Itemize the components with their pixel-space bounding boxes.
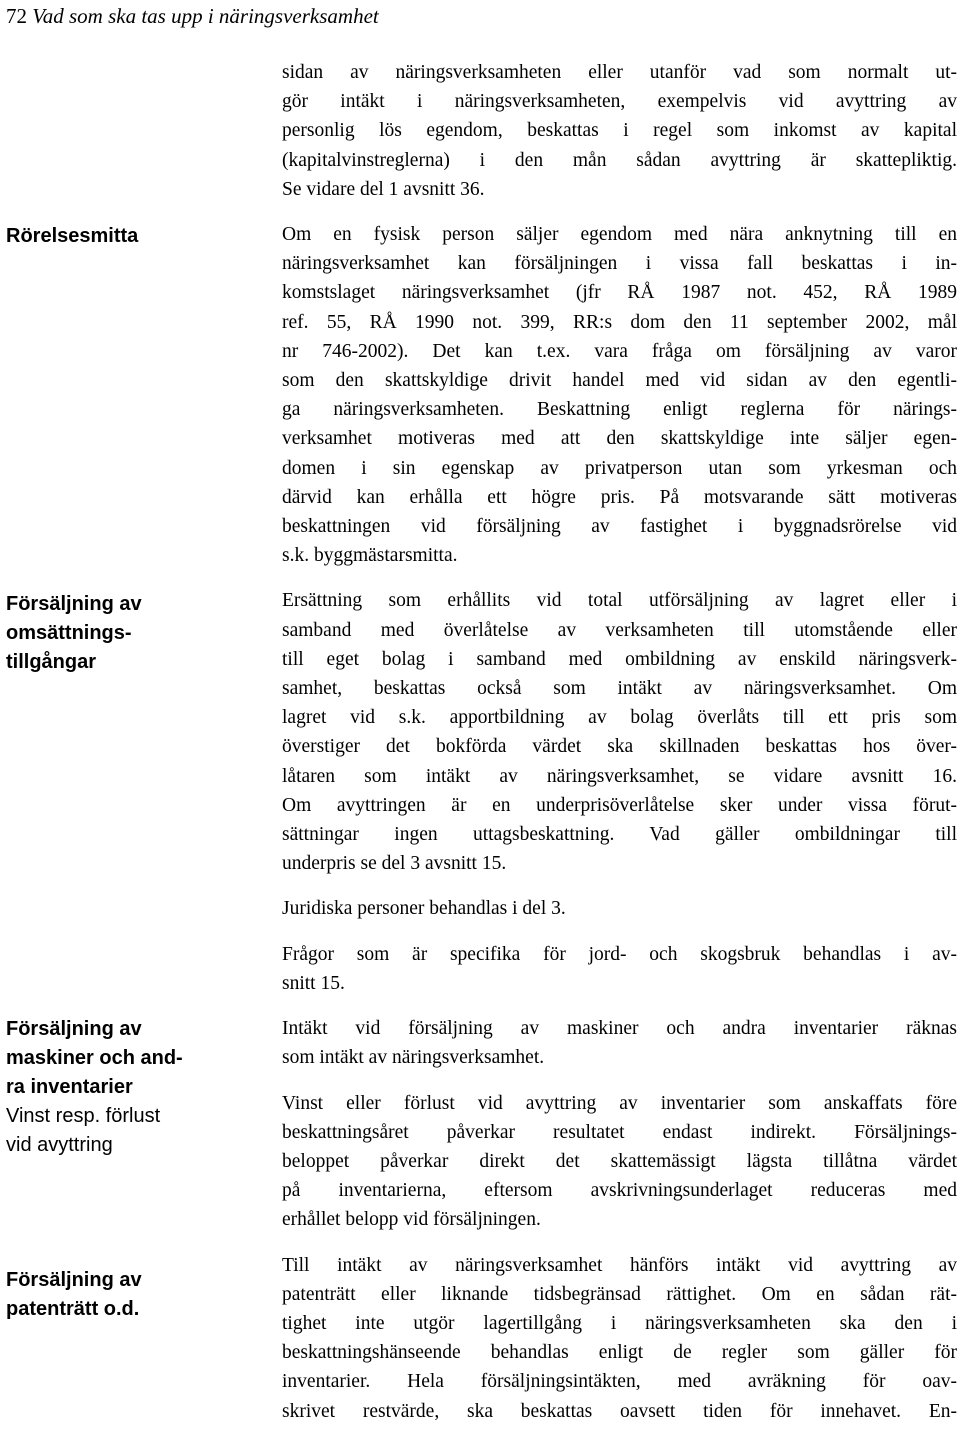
text-line: domen i sin egenskap av privatperson utan som yrkesman och <box>282 457 957 479</box>
text-line: låtaren som intäkt av näringsverksamhet, se vidare avsnitt 16. <box>282 765 957 787</box>
margin-note-line: omsättnings- <box>6 622 132 644</box>
text-line: beskattningen vid försäljning av fastighet i byggnadsrörelse vid <box>282 516 957 538</box>
text-line: samband med överlåtelse av verksamheten till utomstående eller <box>282 619 957 641</box>
text-line: därvid kan erhålla ett högre pris. På motsvarande sätt motiveras <box>282 486 957 508</box>
text-line: samhet, beskattas också som intäkt av näringsverksamhet. Om <box>282 678 957 700</box>
page-number: 72 <box>6 4 27 28</box>
margin-note-line: Försäljning av <box>6 1018 142 1040</box>
text-line: gör intäkt i näringsverksamheten, exempelvis vid avyttring av <box>282 91 957 113</box>
paragraph <box>282 940 957 998</box>
paragraph <box>282 58 957 204</box>
running-title: Vad som ska tas upp i näringsverksamhet <box>32 4 379 28</box>
text-line: skrivet restvärde, ska beskattas oavsett tiden för innehavet. En- <box>282 1400 957 1422</box>
margin-note-inventarier <box>6 1015 236 1160</box>
text-line: sättningar ingen uttagsbeskattning. Vad gäller ombildningar till <box>282 824 957 846</box>
text-line: Om avyttringen är en underprisöverlåtelse sker under vissa förut- <box>282 794 957 816</box>
text-line: Juridiska personer behandlas i del 3. <box>282 898 566 920</box>
margin-note-line: Vinst resp. förlust <box>6 1105 161 1127</box>
margin-note-omsattningstillgangar <box>6 590 236 677</box>
paragraph <box>282 894 957 923</box>
text-line: överstiger det bokförda värdet ska skillnaden beskattas hos över- <box>282 736 957 758</box>
body-text <box>282 58 957 1426</box>
paragraph <box>282 220 957 570</box>
text-line: komstslaget näringsverksamhet (jfr RÅ 1987 not. 452, RÅ 1989 <box>282 282 957 304</box>
text-line: Se vidare del 1 avsnitt 36. <box>282 178 485 200</box>
text-line: till eget bolag i samband med ombildning av enskild näringsverk- <box>282 648 957 670</box>
margin-note-patentratt <box>6 1266 236 1324</box>
paragraph <box>282 1014 957 1072</box>
paragraph <box>282 586 957 878</box>
text-line: Vinst eller förlust vid avyttring av inventarier som anskaffats före <box>282 1092 957 1114</box>
margin-note-line: Försäljning av <box>6 1269 142 1291</box>
text-line: nr 746-2002). Det kan t.ex. vara fråga om försäljning av varor <box>282 340 957 362</box>
text-line: erhållet belopp vid försäljningen. <box>282 1209 541 1231</box>
text-line: ga näringsverksamheten. Beskattning enligt reglerna för närings- <box>282 399 957 421</box>
margin-note-line: tillgångar <box>6 651 97 673</box>
text-line: ref. 55, RÅ 1990 not. 399, RR:s dom den 11 september 2002, mål <box>282 311 957 333</box>
margin-note-line: vid avyttring <box>6 1134 113 1156</box>
text-line: underpris se del 3 avsnitt 15. <box>282 853 507 875</box>
margin-note-line: Försäljning av <box>6 593 142 615</box>
text-line: lagret vid s.k. apportbildning av bolag överlåts till ett pris som <box>282 707 957 729</box>
text-line: Frågor som är specifika för jord- och skogsbruk behandlas i av- <box>282 943 957 965</box>
paragraph <box>282 1251 957 1426</box>
text-line: s.k. byggmästarsmitta. <box>282 545 458 567</box>
margin-note-line: ra inventarier <box>6 1076 133 1098</box>
text-line: personlig lös egendom, beskattas i regel som inkomst av kapital <box>282 120 957 142</box>
text-line: Om en fysisk person säljer egendom med nära anknytning till en <box>282 224 957 246</box>
paragraph <box>282 1089 957 1235</box>
margin-note-line: Rörelsesmitta <box>6 225 139 247</box>
text-line: verksamhet motiveras med att den skattskyldige inte säljer egen- <box>282 428 957 450</box>
text-line: Intäkt vid försäljning av maskiner och andra inventarier räknas <box>282 1018 957 1040</box>
text-line: som den skattskyldige drivit handel med vid sidan av den egentli- <box>282 370 957 392</box>
text-line: beskattningshänseende behandlas enligt de regler som gäller för <box>282 1342 957 1364</box>
text-line: beskattningsåret påverkar resultatet endast indirekt. Försäljnings- <box>282 1121 957 1143</box>
text-line: näringsverksamhet kan försäljningen i vissa fall beskattas i in- <box>282 253 957 275</box>
margin-note-line: patenträtt o.d. <box>6 1298 140 1320</box>
text-line: snitt 15. <box>282 972 345 994</box>
margin-note-rorelsesmitta <box>6 222 236 251</box>
text-line: tighet inte utgör lagertillgång i näringsverksamheten ska den i <box>282 1312 957 1334</box>
text-line: Till intäkt av näringsverksamhet hänförs intäkt vid avyttring av <box>282 1254 957 1276</box>
text-line: beloppet påverkar direkt det skattemässigt lägsta tillåtna värdet <box>282 1150 957 1172</box>
text-line: Ersättning som erhållits vid total utförsäljning av lagret eller i <box>282 590 957 612</box>
text-line: på inventarierna, eftersom avskrivningsunderlaget reduceras med <box>282 1180 957 1202</box>
text-line: (kapitalvinstreglerna) i den mån sådan avyttring är skattepliktig. <box>282 149 957 171</box>
page-header <box>6 2 379 30</box>
text-line: patenträtt eller liknande tidsbegränsad rättighet. Om en sådan rät- <box>282 1283 957 1305</box>
margin-note-line: maskiner och and- <box>6 1047 183 1069</box>
text-line: som intäkt av näringsverksamhet. <box>282 1047 545 1069</box>
text-line: inventarier. Hela försäljningsintäkten, med avräkning för oav- <box>282 1371 957 1393</box>
text-line: sidan av näringsverksamheten eller utanför vad som normalt ut- <box>282 62 957 83</box>
